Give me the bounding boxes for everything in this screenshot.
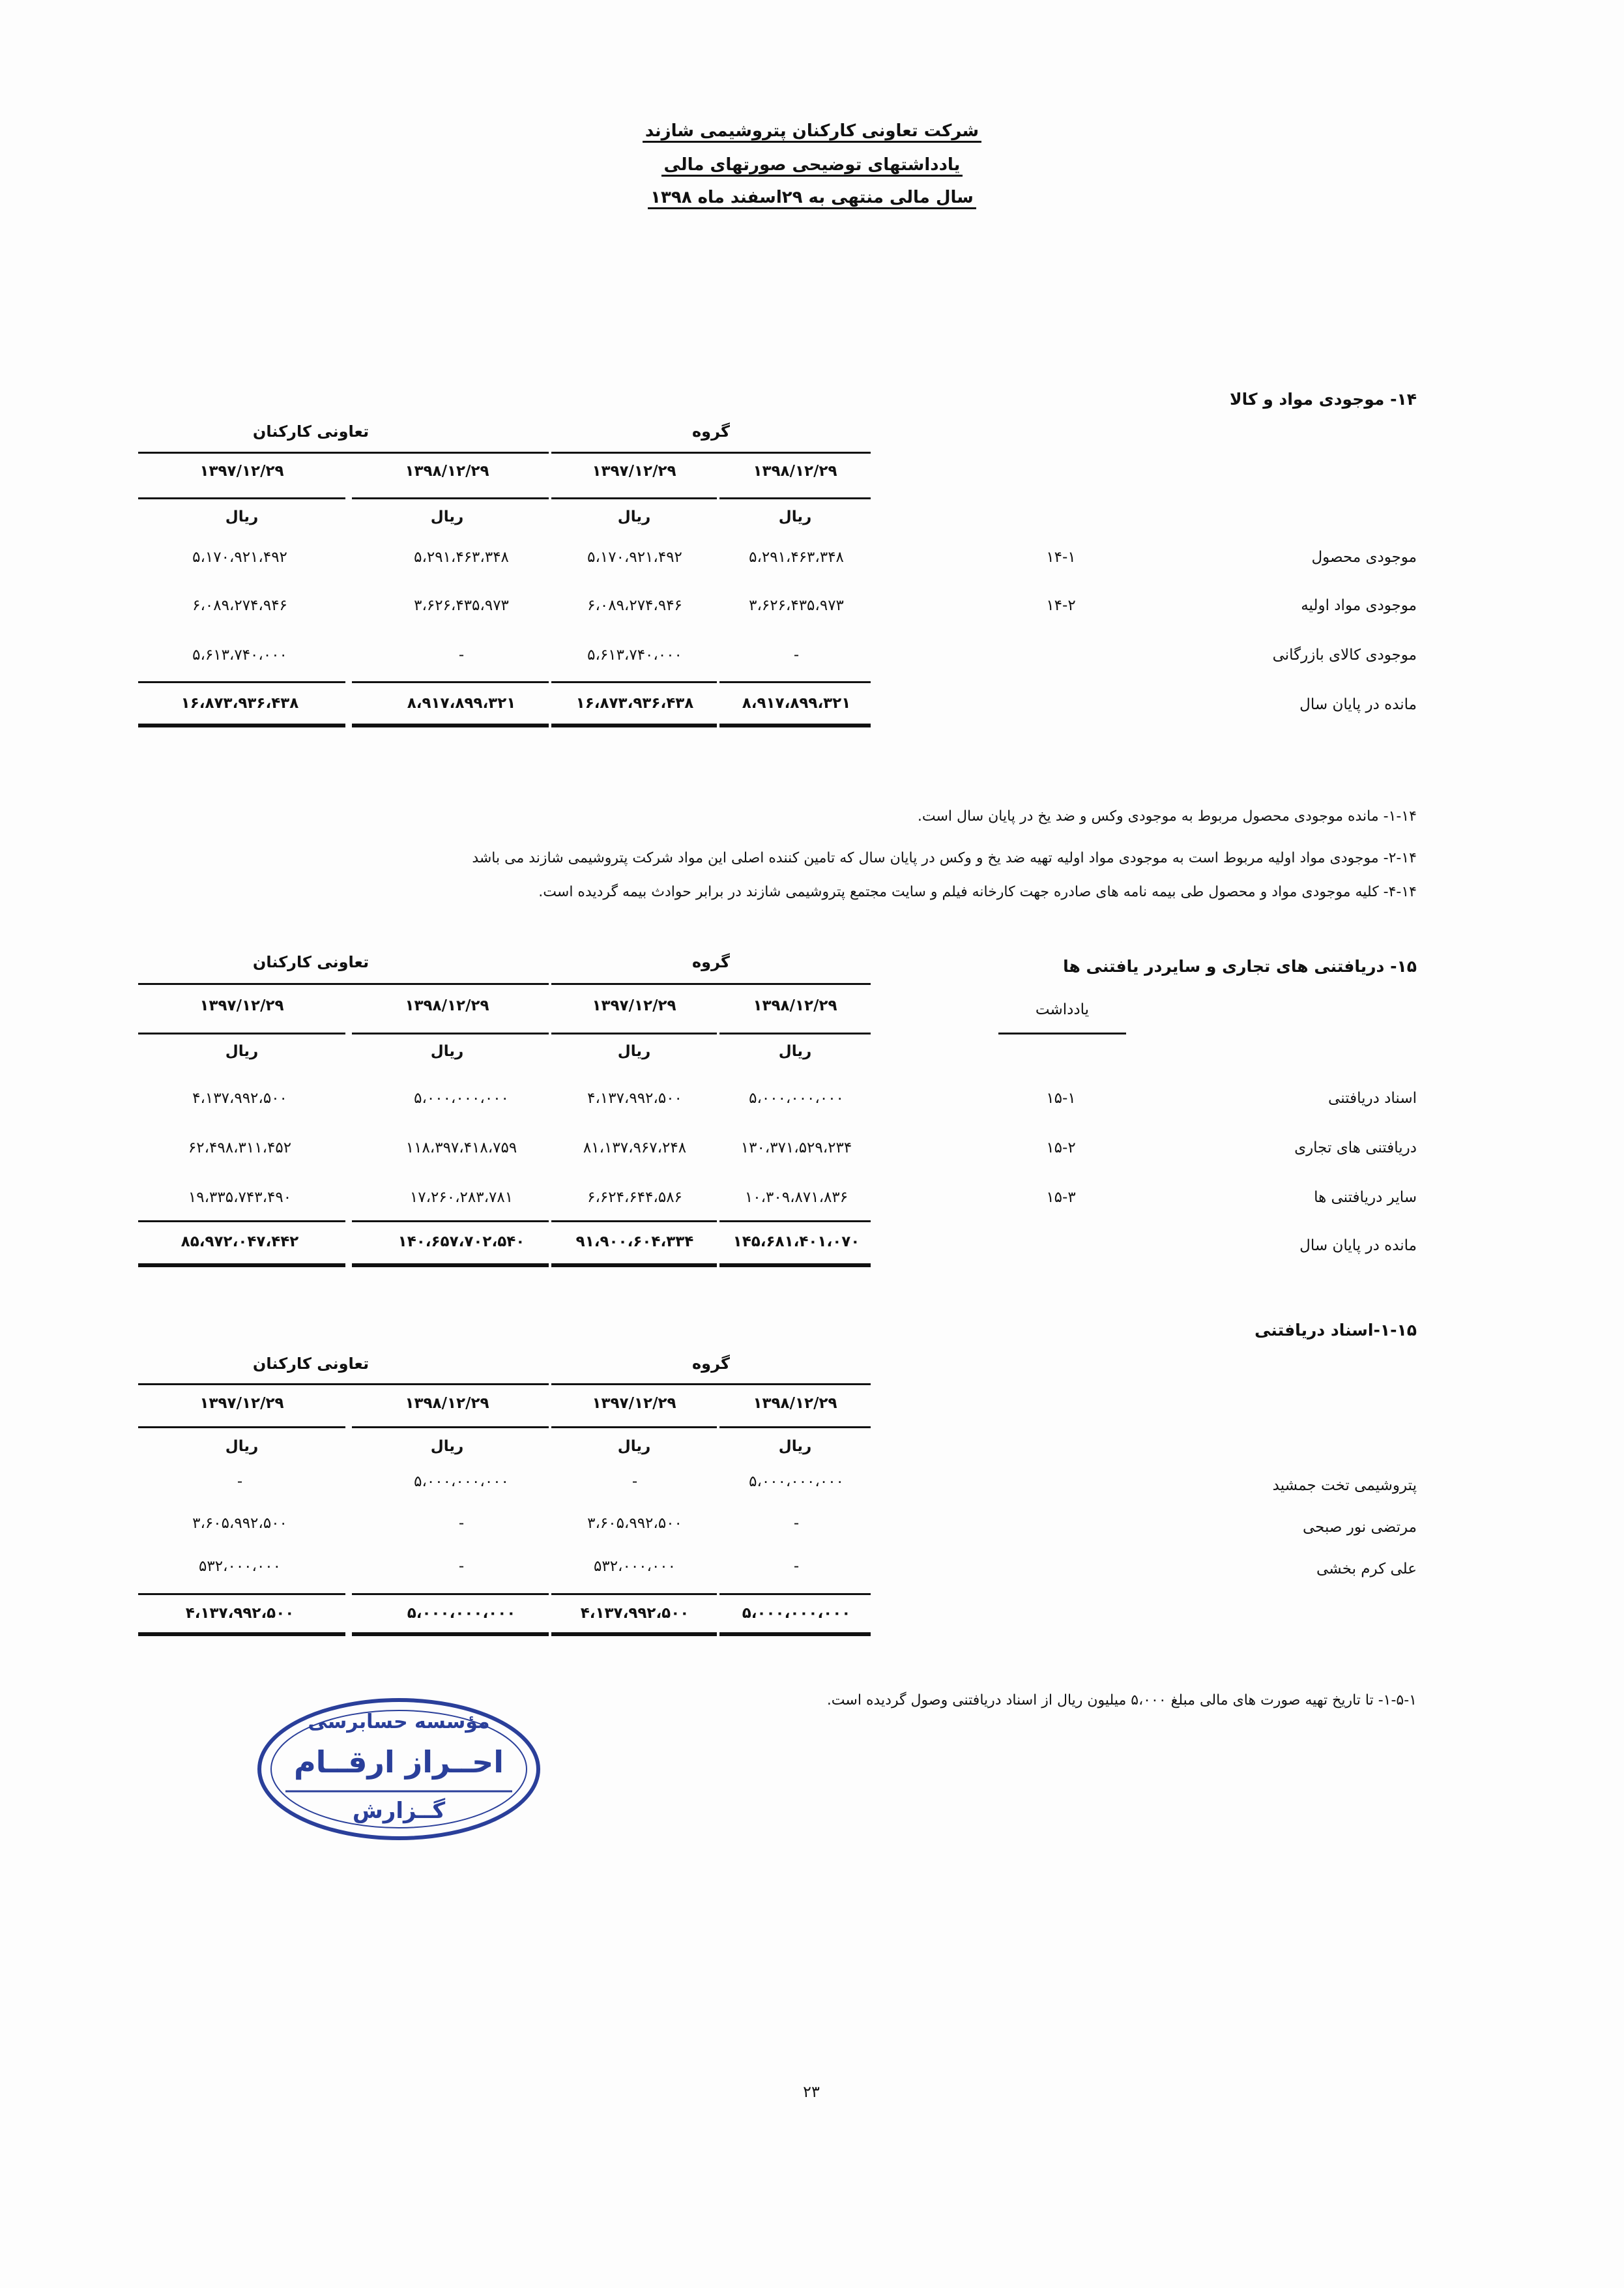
coop-header: تعاونی کارکنان [252, 1355, 370, 1373]
table-cell: ۵،۱۷۰،۹۲۱،۴۹۲ [192, 549, 287, 566]
unit-label: ریال [778, 1043, 812, 1060]
col-header: ۱۳۹۷/۱۲/۲۹ [592, 997, 676, 1014]
col-header: ۱۳۹۷/۱۲/۲۹ [199, 1395, 284, 1412]
unit-label: ریال [225, 1043, 259, 1060]
table-cell: - [458, 647, 465, 664]
unit-label: ریال [778, 1438, 812, 1455]
page-number: ۲۳ [803, 2083, 820, 2101]
unit-label: ریال [430, 1043, 464, 1060]
row-label: علی کرم بخشی [1316, 1561, 1417, 1577]
table-cell: ۵،۰۰۰،۰۰۰،۰۰۰ [749, 1090, 844, 1107]
col-header: ۱۳۹۷/۱۲/۲۹ [592, 463, 676, 480]
total-cell: ۸،۹۱۷،۸۹۹،۳۲۱ [407, 695, 516, 712]
table-cell: ۵۳۲،۰۰۰،۰۰۰ [198, 1558, 282, 1575]
total-cell: ۱۴۰،۶۵۷،۷۰۲،۵۴۰ [398, 1233, 525, 1250]
total-cell: ۸۵،۹۷۲،۰۴۷،۴۴۲ [181, 1233, 299, 1250]
section-15-1-title: ۱-۱۵-اسناد دریافتنی [1254, 1321, 1417, 1340]
coop-header: تعاونی کارکنان [252, 422, 370, 441]
table-cell: ۵۳۲،۰۰۰،۰۰۰ [593, 1558, 676, 1575]
stamp-line-3: گــزارش [352, 1798, 446, 1824]
row-label: پتروشیمی تخت جمشید [1272, 1477, 1417, 1494]
table-cell: - [793, 1558, 800, 1575]
total-cell: ۱۶،۸۷۳،۹۳۶،۴۳۸ [575, 695, 694, 712]
col-header: ۱۳۹۸/۱۲/۲۹ [753, 1395, 837, 1412]
row-label: دریافتنی های تجاری [1294, 1139, 1417, 1156]
table-cell: - [237, 1473, 243, 1490]
col-header: ۱۳۹۷/۱۲/۲۹ [592, 1395, 676, 1412]
table-cell: - [458, 1558, 465, 1575]
group-underline [551, 452, 871, 454]
table-cell: ۱۳۰،۳۷۱،۵۲۹،۲۳۴ [740, 1139, 852, 1156]
col-header: ۱۳۹۸/۱۲/۲۹ [405, 997, 489, 1014]
stamp-line-2: احــراز ارقــام [293, 1744, 504, 1780]
table-cell: - [793, 1515, 800, 1532]
table-cell: - [458, 1515, 465, 1532]
table-cell: ۳،۶۲۶،۴۳۵،۹۷۳ [749, 597, 844, 614]
row-label: موجودی کالای بازرگانی [1272, 647, 1417, 664]
table-cell: ۱۷،۲۶۰،۲۸۳،۷۸۱ [409, 1189, 514, 1206]
note-14-4: ۴-۱۴- کلیه موجودی مواد و محصول طی بیمه نامه های صادره جهت کارخانه فیلم و سایت مجتمع پتروشیمی شازند در برابر حوادث بیمه گردیده است. [538, 884, 1417, 900]
unit-label: ریال [225, 508, 259, 525]
group-header: گروه [692, 953, 730, 971]
coop-header: تعاونی کارکنان [252, 953, 370, 971]
report-period: سال مالی منتهی به ۲۹اسفند ماه ۱۳۹۸ [0, 188, 1624, 207]
row-label: سایر دریافتنی ها [1314, 1189, 1417, 1206]
table-cell: ۵،۰۰۰،۰۰۰،۰۰۰ [749, 1473, 844, 1490]
table-cell: ۶،۰۸۹،۲۷۴،۹۴۶ [192, 597, 287, 614]
row-label: مرتضی نور صبحی [1302, 1519, 1417, 1536]
table-cell: ۳،۶۲۶،۴۳۵،۹۷۳ [414, 597, 509, 614]
note-ref: ۱۴-۱ [1046, 549, 1076, 566]
note-14-1: ۱-۱۴- مانده موجودی محصول مربوط به موجودی وکس و ضد یخ در پایان سال است. [917, 808, 1417, 825]
table-cell: ۵،۲۹۱،۴۶۳،۳۴۸ [414, 549, 509, 566]
table-cell: ۳،۶۰۵،۹۹۲،۵۰۰ [587, 1515, 682, 1532]
table-cell: ۱۰،۳۰۹،۸۷۱،۸۳۶ [744, 1189, 848, 1206]
total-cell: ۴،۱۳۷،۹۹۲،۵۰۰ [185, 1605, 295, 1622]
unit-label: ریال [617, 1438, 651, 1455]
table-cell: - [631, 1473, 638, 1490]
row-label: موجودی محصول [1311, 549, 1417, 566]
total-label: مانده در پایان سال [1299, 696, 1417, 713]
table-cell: ۴،۱۳۷،۹۹۲،۵۰۰ [587, 1090, 682, 1107]
company-title: شرکت تعاونی کارکنان پتروشیمی شازند [0, 121, 1624, 141]
table-cell: ۶،۰۸۹،۲۷۴،۹۴۶ [587, 597, 682, 614]
table-cell: ۵،۶۱۳،۷۴۰،۰۰۰ [192, 647, 287, 664]
unit-label: ریال [430, 508, 464, 525]
table-cell: ۵،۲۹۱،۴۶۳،۳۴۸ [749, 549, 844, 566]
table-cell: ۵،۶۱۳،۷۴۰،۰۰۰ [587, 647, 682, 664]
total-cell: ۵،۰۰۰،۰۰۰،۰۰۰ [407, 1605, 516, 1622]
note-column-header: یادداشت [1035, 1001, 1090, 1018]
total-cell: ۱۴۵،۶۸۱،۴۰۱،۰۷۰ [732, 1233, 860, 1250]
col-header: ۱۳۹۸/۱۲/۲۹ [753, 463, 837, 480]
note-ref: ۱۵-۱ [1046, 1090, 1076, 1107]
table-cell: ۸۱،۱۳۷،۹۶۷،۲۴۸ [583, 1139, 687, 1156]
group-header: گروه [692, 422, 730, 441]
report-subtitle: یادداشتهای توضیحی صورتهای مالی [0, 155, 1624, 175]
section-14-title: ۱۴- موجودی مواد و کالا [1230, 390, 1417, 409]
unit-label: ریال [778, 508, 812, 525]
unit-label: ریال [617, 1043, 651, 1060]
note-ref: ۱۴-۲ [1046, 597, 1076, 614]
note-15-1-1: ۱-۵-۱- تا تاریخ تهیه صورت های مالی مبلغ ۵،۰۰۰ میلیون ریال از اسناد دریافتنی وصول گردیده است. [826, 1692, 1417, 1709]
table-cell: ۳،۶۰۵،۹۹۲،۵۰۰ [192, 1515, 287, 1532]
table-cell: ۶۲،۴۹۸،۳۱۱،۴۵۲ [188, 1139, 292, 1156]
col-header: ۱۳۹۸/۱۲/۲۹ [753, 997, 837, 1014]
stamp-line-1: مؤسسه حسابرسی [308, 1710, 490, 1733]
row-label: اسناد دریافتنی [1328, 1090, 1417, 1107]
table-cell: ۱۹،۳۳۵،۷۴۳،۴۹۰ [188, 1189, 292, 1206]
row-label: موجودی مواد اولیه [1301, 597, 1417, 614]
group-header: گروه [692, 1355, 730, 1373]
total-cell: ۵،۰۰۰،۰۰۰،۰۰۰ [742, 1605, 851, 1622]
table-cell: ۵،۱۷۰،۹۲۱،۴۹۲ [587, 549, 682, 566]
section-15-title: ۱۵- دریافتنی های تجاری و سایردر یافتنی ها [1063, 957, 1417, 976]
coop-underline [138, 452, 345, 454]
note-ref: ۱۵-۲ [1046, 1139, 1076, 1156]
table-cell: ۶،۶۲۴،۶۴۴،۵۸۶ [587, 1189, 682, 1206]
col-header: ۱۳۹۷/۱۲/۲۹ [199, 997, 284, 1014]
unit-label: ریال [617, 508, 651, 525]
table-cell: - [793, 647, 800, 664]
col-header: ۱۳۹۷/۱۲/۲۹ [199, 463, 284, 480]
note-14-2: ۲-۱۴- موجودی مواد اولیه مربوط است به موجودی مواد اولیه تهیه ضد یخ و وکس در پایان سال که تامین کننده اصلی این مواد شرکت پتروشیمی شازند می باشد [472, 850, 1417, 866]
total-cell: ۴،۱۳۷،۹۹۲،۵۰۰ [580, 1605, 689, 1622]
total-cell: ۱۶،۸۷۳،۹۳۶،۴۳۸ [181, 695, 299, 712]
table-cell: ۱۱۸،۳۹۷،۴۱۸،۷۵۹ [405, 1139, 517, 1156]
total-label: مانده در پایان سال [1299, 1237, 1417, 1254]
unit-label: ریال [430, 1438, 464, 1455]
col-header: ۱۳۹۸/۱۲/۲۹ [405, 463, 489, 480]
table-cell: ۵،۰۰۰،۰۰۰،۰۰۰ [414, 1473, 509, 1490]
total-cell: ۹۱،۹۰۰،۶۰۴،۳۳۴ [575, 1233, 694, 1250]
table-cell: ۴،۱۳۷،۹۹۲،۵۰۰ [192, 1090, 287, 1107]
auditor-stamp [253, 1694, 545, 1845]
col-header: ۱۳۹۸/۱۲/۲۹ [405, 1395, 489, 1412]
unit-label: ریال [225, 1438, 259, 1455]
table-cell: ۵،۰۰۰،۰۰۰،۰۰۰ [414, 1090, 509, 1107]
note-ref: ۱۵-۳ [1046, 1189, 1076, 1206]
total-cell: ۸،۹۱۷،۸۹۹،۳۲۱ [742, 695, 851, 712]
